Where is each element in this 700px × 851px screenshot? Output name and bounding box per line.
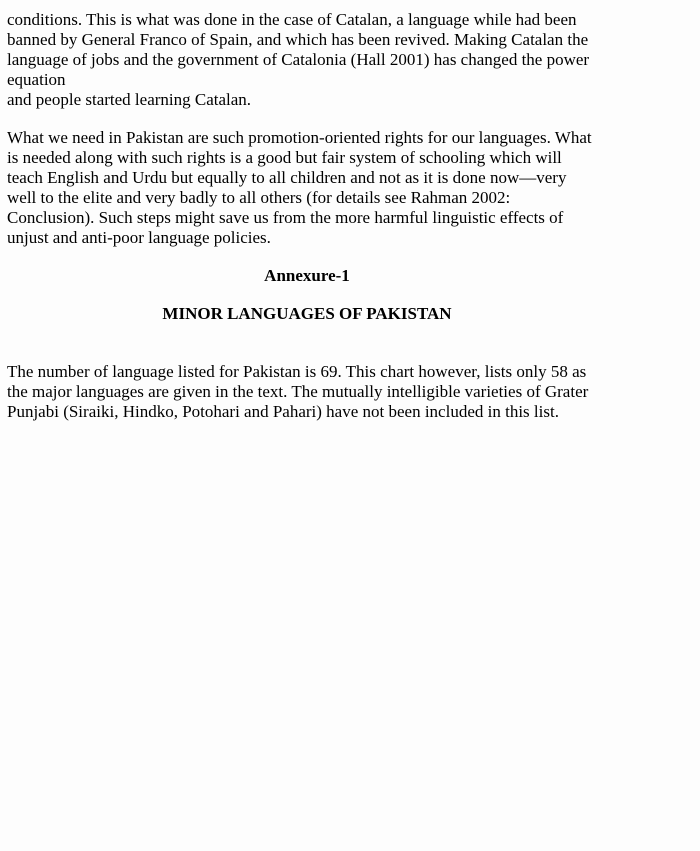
text-line: the major languages are given in the text. The mutually intelligible varieties of Grater [7, 382, 589, 401]
annexure-title: MINOR LANGUAGES OF PAKISTAN [162, 304, 452, 323]
text-line: What we need in Pakistan are such promotion-oriented rights for our languages. What [7, 128, 592, 147]
text-line: Punjabi (Siraiki, Hindko, Potohari and Pahari) have not been included in this list. [7, 402, 559, 421]
paragraph-pakistan-rights [7, 128, 607, 248]
text-line: is needed along with such rights is a good but fair system of schooling which will [7, 148, 562, 167]
text-line: Conclusion). Such steps might save us from the more harmful linguistic effects of [7, 208, 564, 227]
text-line: unjust and anti-poor language policies. [7, 228, 271, 247]
paragraph-spacer [7, 248, 607, 266]
paragraph-catalan [7, 10, 607, 110]
heading-spacer [7, 286, 607, 304]
annexure-label: Annexure-1 [264, 266, 350, 285]
paragraph-spacer [7, 110, 607, 128]
text-line: language of jobs and the government of Catalonia (Hall 2001) has changed the power [7, 50, 590, 69]
text-line: teach English and Urdu but equally to all children and not as it is done now—very [7, 168, 567, 187]
text-line: equation [7, 70, 66, 89]
paragraph-intro [7, 362, 607, 422]
document-page [7, 10, 607, 422]
text-line: The number of language listed for Pakistan is 69. This chart however, lists only 58 as [7, 362, 587, 381]
text-line: well to the elite and very badly to all others (for details see Rahman 2002: [7, 188, 511, 207]
text-line: conditions. This is what was done in the case of Catalan, a language while had been [7, 10, 577, 29]
text-line: banned by General Franco of Spain, and which has been revived. Making Catalan the [7, 30, 589, 49]
heading-spacer [7, 324, 607, 362]
text-line: and people started learning Catalan. [7, 90, 252, 109]
